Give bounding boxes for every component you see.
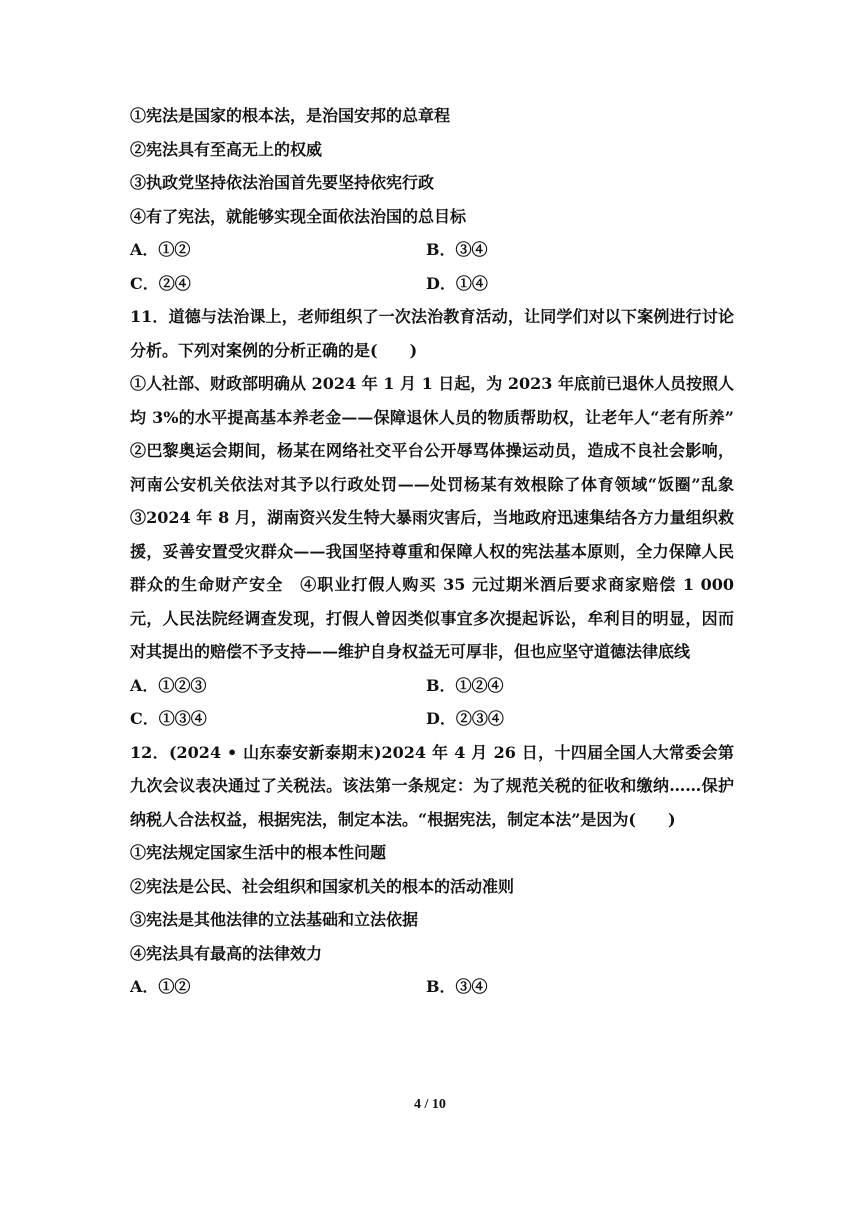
q11-cases: ①人社部、财政部明确从 2024 年 1 月 1 日起，为 2023 年底前已退休人员按照人均 3%的水平提高基本养老金——保障退休人员的物质帮助权，让老年人“老有所养” ②巴黎奥运会期间，杨某在网络社交平台公开辱骂体操运动员，造成不良社会影响，河南公安机关依法对其予以行政处罚——处罚杨某有效根除了体育领域“饭圈”乱象 ③2024 年 8 月，湖南资兴发生特大暴雨灾害后，当地政府迅速集结各方力量组织救援，妥善安置受灾群众——我国坚持尊重和保障人权的宪法基本原则，全力保障人民群众的生命财产安全 ④职业打假人购买 35 元过期米酒后要求商家赔偿 1 000 元，人民法院经调查发现，打假人曾因类似事宜多次提起诉讼，牟利目的明显，因而对其提出的赔偿不予支持——维护自身权益无可厚非，但也应坚守道德法律底线: [130, 374, 751, 661]
q10-statement-2: ②宪法具有至高无上的权威: [130, 139, 323, 159]
q10-options-row-1: [130, 233, 734, 267]
q11-option-b: B．①②④: [426, 675, 504, 695]
q10-statement-4: ④有了宪法，就能够实现全面依法治国的总目标: [130, 206, 467, 226]
q10-statement-1: ①宪法是国家的根本法，是治国安邦的总章程: [130, 106, 451, 125]
q10-options-row-2: [130, 267, 734, 301]
q12-options-row-1: [130, 970, 734, 1004]
q11-options-row-2: [130, 702, 734, 736]
q11-option-d: D．②③④: [426, 709, 504, 728]
q12-statement-4: ④宪法具有最高的法律效力: [130, 943, 323, 963]
q12-stem: 12．(2024 • 山东泰安新泰期末)2024 年 4 月 26 日，十四届全国人大常委会第九次会议表决通过了关税法。该法第一条规定：为了规范关税的征收和缴纳……保护纳税人合法权益，根据宪法，制定本法。“根据宪法，制定本法”是因为( ): [130, 742, 734, 829]
q11-option-c: C．①③④: [130, 709, 207, 728]
q11-stem: 11．道德与法治课上，老师组织了一次法治教育活动，让同学们对以下案例进行讨论分析。下列对案例的分析正确的是( ): [130, 307, 734, 360]
q11-option-a: A．①②③: [130, 675, 207, 695]
q12-option-a: A．①②: [130, 977, 191, 996]
q10-option-c: C．②④: [130, 273, 191, 293]
q12-statement-3: ③宪法是其他法律的立法基础和立法依据: [130, 910, 419, 929]
q10-option-b: B．③④: [426, 240, 488, 259]
q10-option-a: A．①②: [130, 240, 191, 259]
q12-statement-1: ①宪法规定国家生活中的根本性问题: [130, 843, 387, 862]
q12-statement-2: ②宪法是公民、社会组织和国家机关的根本的活动准则: [130, 876, 515, 896]
page-content: [130, 99, 751, 1004]
page-number: 4 / 10: [414, 1097, 446, 1112]
q11-options-row-1: [130, 669, 734, 703]
q12-option-b: B．③④: [426, 977, 488, 996]
q10-option-d: D．①④: [426, 273, 488, 293]
q10-statement-3: ③执政党坚持依法治国首先要坚持依宪行政: [130, 173, 435, 192]
